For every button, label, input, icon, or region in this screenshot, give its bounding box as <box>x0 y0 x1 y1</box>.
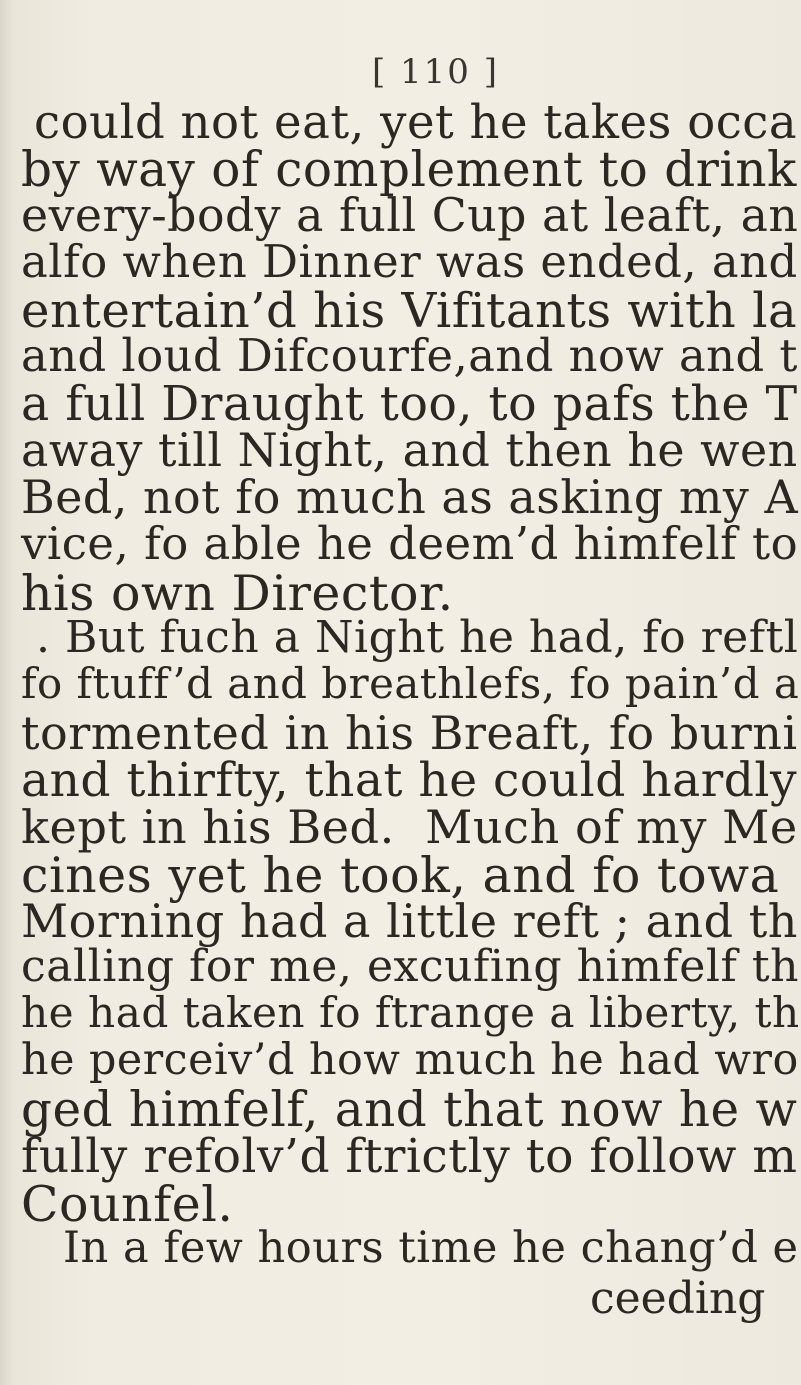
text-line-22: ged himfelf, and that now he w <box>21 1082 798 1138</box>
text-line-11: his own Director. <box>21 565 454 622</box>
gutter-shadow <box>0 0 14 1385</box>
page-number: [ 110 ] <box>371 52 500 92</box>
catchword: ceeding <box>590 1273 766 1324</box>
text-line-17: cines yet he took, and fo towa <box>21 847 780 904</box>
text-line-21: he perceiv’d how much he had wro <box>21 1035 799 1085</box>
text-line-4: alfo when Dinner was ended, and <box>21 235 798 288</box>
text-line-6: and loud Difcourfe,and now and t <box>21 329 798 382</box>
text-line-8: away till Night, and then he wen <box>21 423 798 477</box>
text-line-16: kept in his Bed. Much of my Me <box>21 800 798 854</box>
text-line-3: every-body a full Cup at leaft, an <box>21 189 799 242</box>
text-line-12: . But fuch a Night he had, fo reftl <box>36 612 799 663</box>
text-line-25: In a few hours time he chang’d e <box>63 1223 799 1273</box>
text-line-1: could not eat, yet he takes occa <box>34 95 798 149</box>
text-line-10: vice, fo able he deem’d himfelf to <box>21 517 799 570</box>
text-line-19: calling for me, excufing himfelf th <box>21 941 799 992</box>
text-line-9: Bed, not fo much as asking my A <box>21 470 799 524</box>
text-line-5: entertain’d his Vifitants with la <box>21 283 798 339</box>
text-line-13: fo ftuff’d and breathlefs, fo pain’d a <box>21 659 800 708</box>
text-line-20: he had taken fo ftrange a liberty, th <box>21 988 800 1037</box>
text-line-2: by way of complement to drink <box>21 142 797 198</box>
text-line-14: tormented in his Breaft, fo burni <box>21 706 798 760</box>
text-line-23: fully refolv’d ftrictly to follow m <box>21 1129 798 1184</box>
text-line-24: Counfel. <box>21 1176 234 1233</box>
text-line-7: a full Draught too, to pafs the T <box>21 377 798 432</box>
text-line-18: Morning had a little reft ; and th <box>21 894 798 948</box>
text-line-15: and thirfty, that he could hardly <box>21 753 798 808</box>
